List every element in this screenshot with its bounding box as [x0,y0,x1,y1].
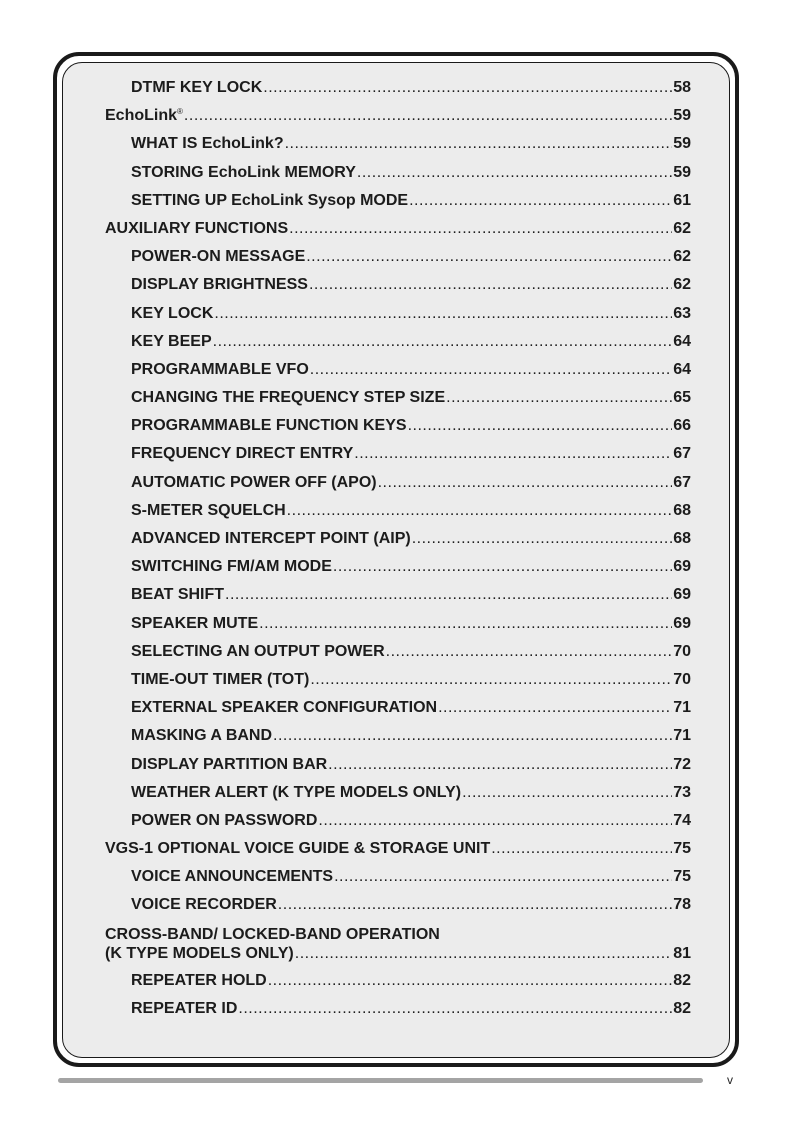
toc-leader-dots [357,164,672,182]
toc-leader-dots [409,192,672,210]
toc-entry-title [131,727,272,745]
toc-entry-page: 70 [673,642,691,660]
toc-entry[interactable] [105,896,691,924]
toc-entry-title [131,135,284,153]
toc-entry-page: 75 [673,840,691,858]
toc-entry-page: 69 [673,558,691,576]
toc-entry-page: 65 [673,389,691,407]
toc-entry-page: 64 [673,332,691,350]
toc-leader-dots [438,699,672,717]
toc-leader-dots [446,389,672,407]
toc-entry-title-text: EXTERNAL SPEAKER CONFIGURATION [131,699,438,717]
toc-entry[interactable] [105,474,691,502]
toc-entry-title [131,586,224,604]
toc-leader-dots [259,615,672,633]
toc-entry-title [131,784,461,802]
page-number: v [727,1073,733,1087]
toc-entry-title-text: FREQUENCY DIRECT ENTRY [131,445,354,463]
toc-entry-title-text: REPEATER ID [131,999,238,1017]
toc-entry[interactable] [105,868,691,896]
toc-leader-dots [309,276,672,294]
toc-entry-title [131,615,258,633]
toc-leader-dots [386,643,673,661]
toc-entry[interactable] [105,417,691,445]
toc-entry-page: 75 [673,868,691,886]
toc-entry-title-text: AUXILIARY FUNCTIONS [105,219,289,237]
toc-entry-page: 82 [673,971,691,989]
toc-leader-dots [334,868,672,886]
toc-entry-page: 59 [673,135,691,153]
toc-leader-dots [225,586,672,604]
toc-entry[interactable] [105,333,691,361]
toc-entry-title-text: PROGRAMMABLE VFO [131,360,309,378]
toc-entry-title-continued: (K TYPE MODELS ONLY) [105,944,294,962]
toc-leader-dots [278,896,672,914]
toc-entry-title [131,502,286,520]
toc-entry-title-text: SPEAKER MUTE [131,614,259,632]
toc-entry-title-text: SWITCHING FM/AM MODE [131,558,332,576]
toc-entry-page: 63 [673,304,691,322]
toc-leader-dots [295,944,672,963]
toc-entry-title [131,812,317,830]
toc-entry-title-text: MASKING A BAND [131,727,273,745]
toc-entry-title [105,220,288,238]
toc-entry-title: CROSS-BAND/ LOCKED-BAND OPERATION [105,925,440,943]
toc-entry-title-text: KEY LOCK [131,304,214,322]
toc-leader-dots [289,220,672,238]
toc-entry-page: 68 [673,501,691,519]
toc-entry-title-text: CHANGING THE FREQUENCY STEP SIZE [131,389,446,407]
toc-entry[interactable] [105,192,691,220]
toc-entry-page: 59 [673,163,691,181]
toc-entry-title [131,305,213,323]
toc-entry-title-text: TIME-OUT TIMER (TOT) [131,670,310,688]
toc-entry-title-text: WEATHER ALERT (K TYPE MODELS ONLY) [131,783,462,801]
toc-entry-title-text: DISPLAY PARTITION BAR [131,755,328,773]
toc-entry[interactable] [105,389,691,417]
toc-entry-title-text: REPEATER HOLD [131,971,267,989]
toc-entry[interactable] [105,558,691,586]
toc-entry-title-text: PROGRAMMABLE FUNCTION KEYS [131,417,407,435]
toc-leader-dots [333,558,672,576]
toc-entry-title [131,972,267,990]
toc-entry-title [105,107,183,125]
toc-entry[interactable] [105,840,691,868]
toc-leader-dots [214,305,672,323]
toc-entry[interactable] [105,445,691,473]
toc-entry[interactable] [105,972,691,1000]
toc-entry-title-text: AUTOMATIC POWER OFF (APO) [131,473,377,491]
toc-entry-title-text: VOICE RECORDER [131,896,277,914]
toc-entry-title [131,699,437,717]
toc-entry[interactable] [105,784,691,812]
toc-entry-page: 82 [673,999,691,1017]
toc-entry-title-text: SELECTING AN OUTPUT POWER [131,642,385,660]
toc-leader-dots [273,727,672,745]
toc-entry-title-text: VOICE ANNOUNCEMENTS [131,868,334,886]
toc-entry[interactable] [105,530,691,558]
toc-entry-title-text: BEAT SHIFT [131,586,225,604]
toc-entry-page: 69 [673,614,691,632]
toc-entry-page: 70 [673,670,691,688]
toc-entry-page: 61 [673,191,691,209]
toc-leader-dots [184,107,672,125]
toc-leader-dots [354,445,672,463]
toc-entry-title [131,79,262,97]
toc-entry-title [131,868,333,886]
toc-entry[interactable] [105,248,691,276]
toc-entry[interactable] [105,699,691,727]
toc-entry[interactable] [105,305,691,333]
toc-leader-dots [310,361,672,379]
toc-entry-page: 67 [673,473,691,491]
toc-entry-page: 67 [673,445,691,463]
toc-entry[interactable] [105,1000,691,1028]
toc-entry[interactable] [105,756,691,784]
toc-entry-title-text: SETTING UP EchoLink Sysop MODE [131,191,409,209]
toc-entry-title-text: VGS-1 OPTIONAL VOICE GUIDE & STORAGE UNIT [105,840,491,858]
toc-entry-page: 66 [673,417,691,435]
toc-entry-title [131,643,385,661]
toc-leader-dots [408,417,673,435]
toc-entry-title-text: S-METER SQUELCH [131,501,286,519]
toc-leader-dots [213,333,673,351]
toc-entry-page: 72 [673,755,691,773]
toc-leader-dots [263,79,672,97]
toc-entry[interactable] [105,164,691,192]
toc-entry[interactable] [105,727,691,755]
toc-entry-page: 62 [673,219,691,237]
toc-entry-title-text: WHAT IS EchoLink? [131,135,284,153]
footer-rule [58,1078,703,1083]
toc-entry-page: 62 [673,276,691,294]
toc-entry-title [131,361,309,379]
toc-entry-title [131,417,407,435]
toc-entry[interactable] [105,79,691,107]
registered-mark: ® [177,107,183,117]
toc-entry[interactable] [105,615,691,643]
toc-entry-title [131,558,332,576]
toc-entry[interactable] [105,361,691,389]
toc-entry-page: 59 [673,107,691,125]
toc-leader-dots [268,972,672,990]
toc-entry-page: 71 [673,699,691,717]
toc-entry-title [131,192,408,210]
toc-entry-title [131,164,356,182]
toc-leader-dots [378,474,673,492]
toc-entry-title [131,756,327,774]
toc-entry-title [131,474,377,492]
toc-entry[interactable] [105,812,691,840]
toc-entry-title-text: EchoLink [105,107,178,125]
toc-leader-dots [306,248,672,266]
toc-entry[interactable] [105,135,691,163]
toc-entry[interactable] [105,502,691,530]
toc-entry-title [131,671,309,689]
toc-entry[interactable] [105,643,691,671]
toc-entry[interactable] [105,107,691,135]
toc-entry-title [131,389,445,407]
table-of-contents [105,79,691,1028]
toc-entry-page: 81 [673,944,691,962]
toc-entry-page: 78 [673,896,691,914]
toc-entry[interactable] [105,276,691,304]
toc-entry-page: 73 [673,783,691,801]
toc-entry-page: 71 [673,727,691,745]
toc-leader-dots [287,502,673,520]
toc-entry-page: 62 [673,248,691,266]
toc-entry-title [131,276,308,294]
toc-entry-title [131,530,411,548]
toc-entry-title [131,1000,237,1018]
toc-entry-page: 64 [673,360,691,378]
toc-entry-page: 69 [673,586,691,604]
toc-entry-title [131,333,212,351]
toc-leader-dots [285,135,673,153]
toc-entry-title-text: POWER ON PASSWORD [131,811,318,829]
toc-entry-title [131,248,305,266]
toc-entry[interactable] [105,586,691,614]
toc-entry-title-text: KEY BEEP [131,332,212,350]
toc-entry-title-text: DTMF KEY LOCK [131,79,263,96]
toc-entry[interactable] [105,220,691,248]
toc-entry-title [131,896,277,914]
toc-leader-dots [462,784,672,802]
toc-entry-title-text: STORING EchoLink MEMORY [131,163,356,181]
toc-entry-title-text: POWER-ON MESSAGE [131,248,306,266]
toc-leader-dots [318,812,672,830]
toc-leader-dots [328,756,672,774]
toc-leader-dots [491,840,672,858]
toc-entry-title-text: ADVANCED INTERCEPT POINT (AIP) [131,530,411,547]
toc-entry-page: 74 [673,811,691,829]
toc-leader-dots [238,1000,672,1018]
toc-entry-page: 58 [673,79,691,96]
toc-entry-title [131,445,353,463]
toc-entry[interactable] [105,671,691,699]
toc-leader-dots [412,530,672,548]
toc-entry[interactable] [105,925,691,972]
toc-entry-page: 68 [673,530,691,547]
toc-leader-dots [310,671,672,689]
toc-entry-title-text: DISPLAY BRIGHTNESS [131,276,308,294]
toc-entry-title [105,840,490,858]
